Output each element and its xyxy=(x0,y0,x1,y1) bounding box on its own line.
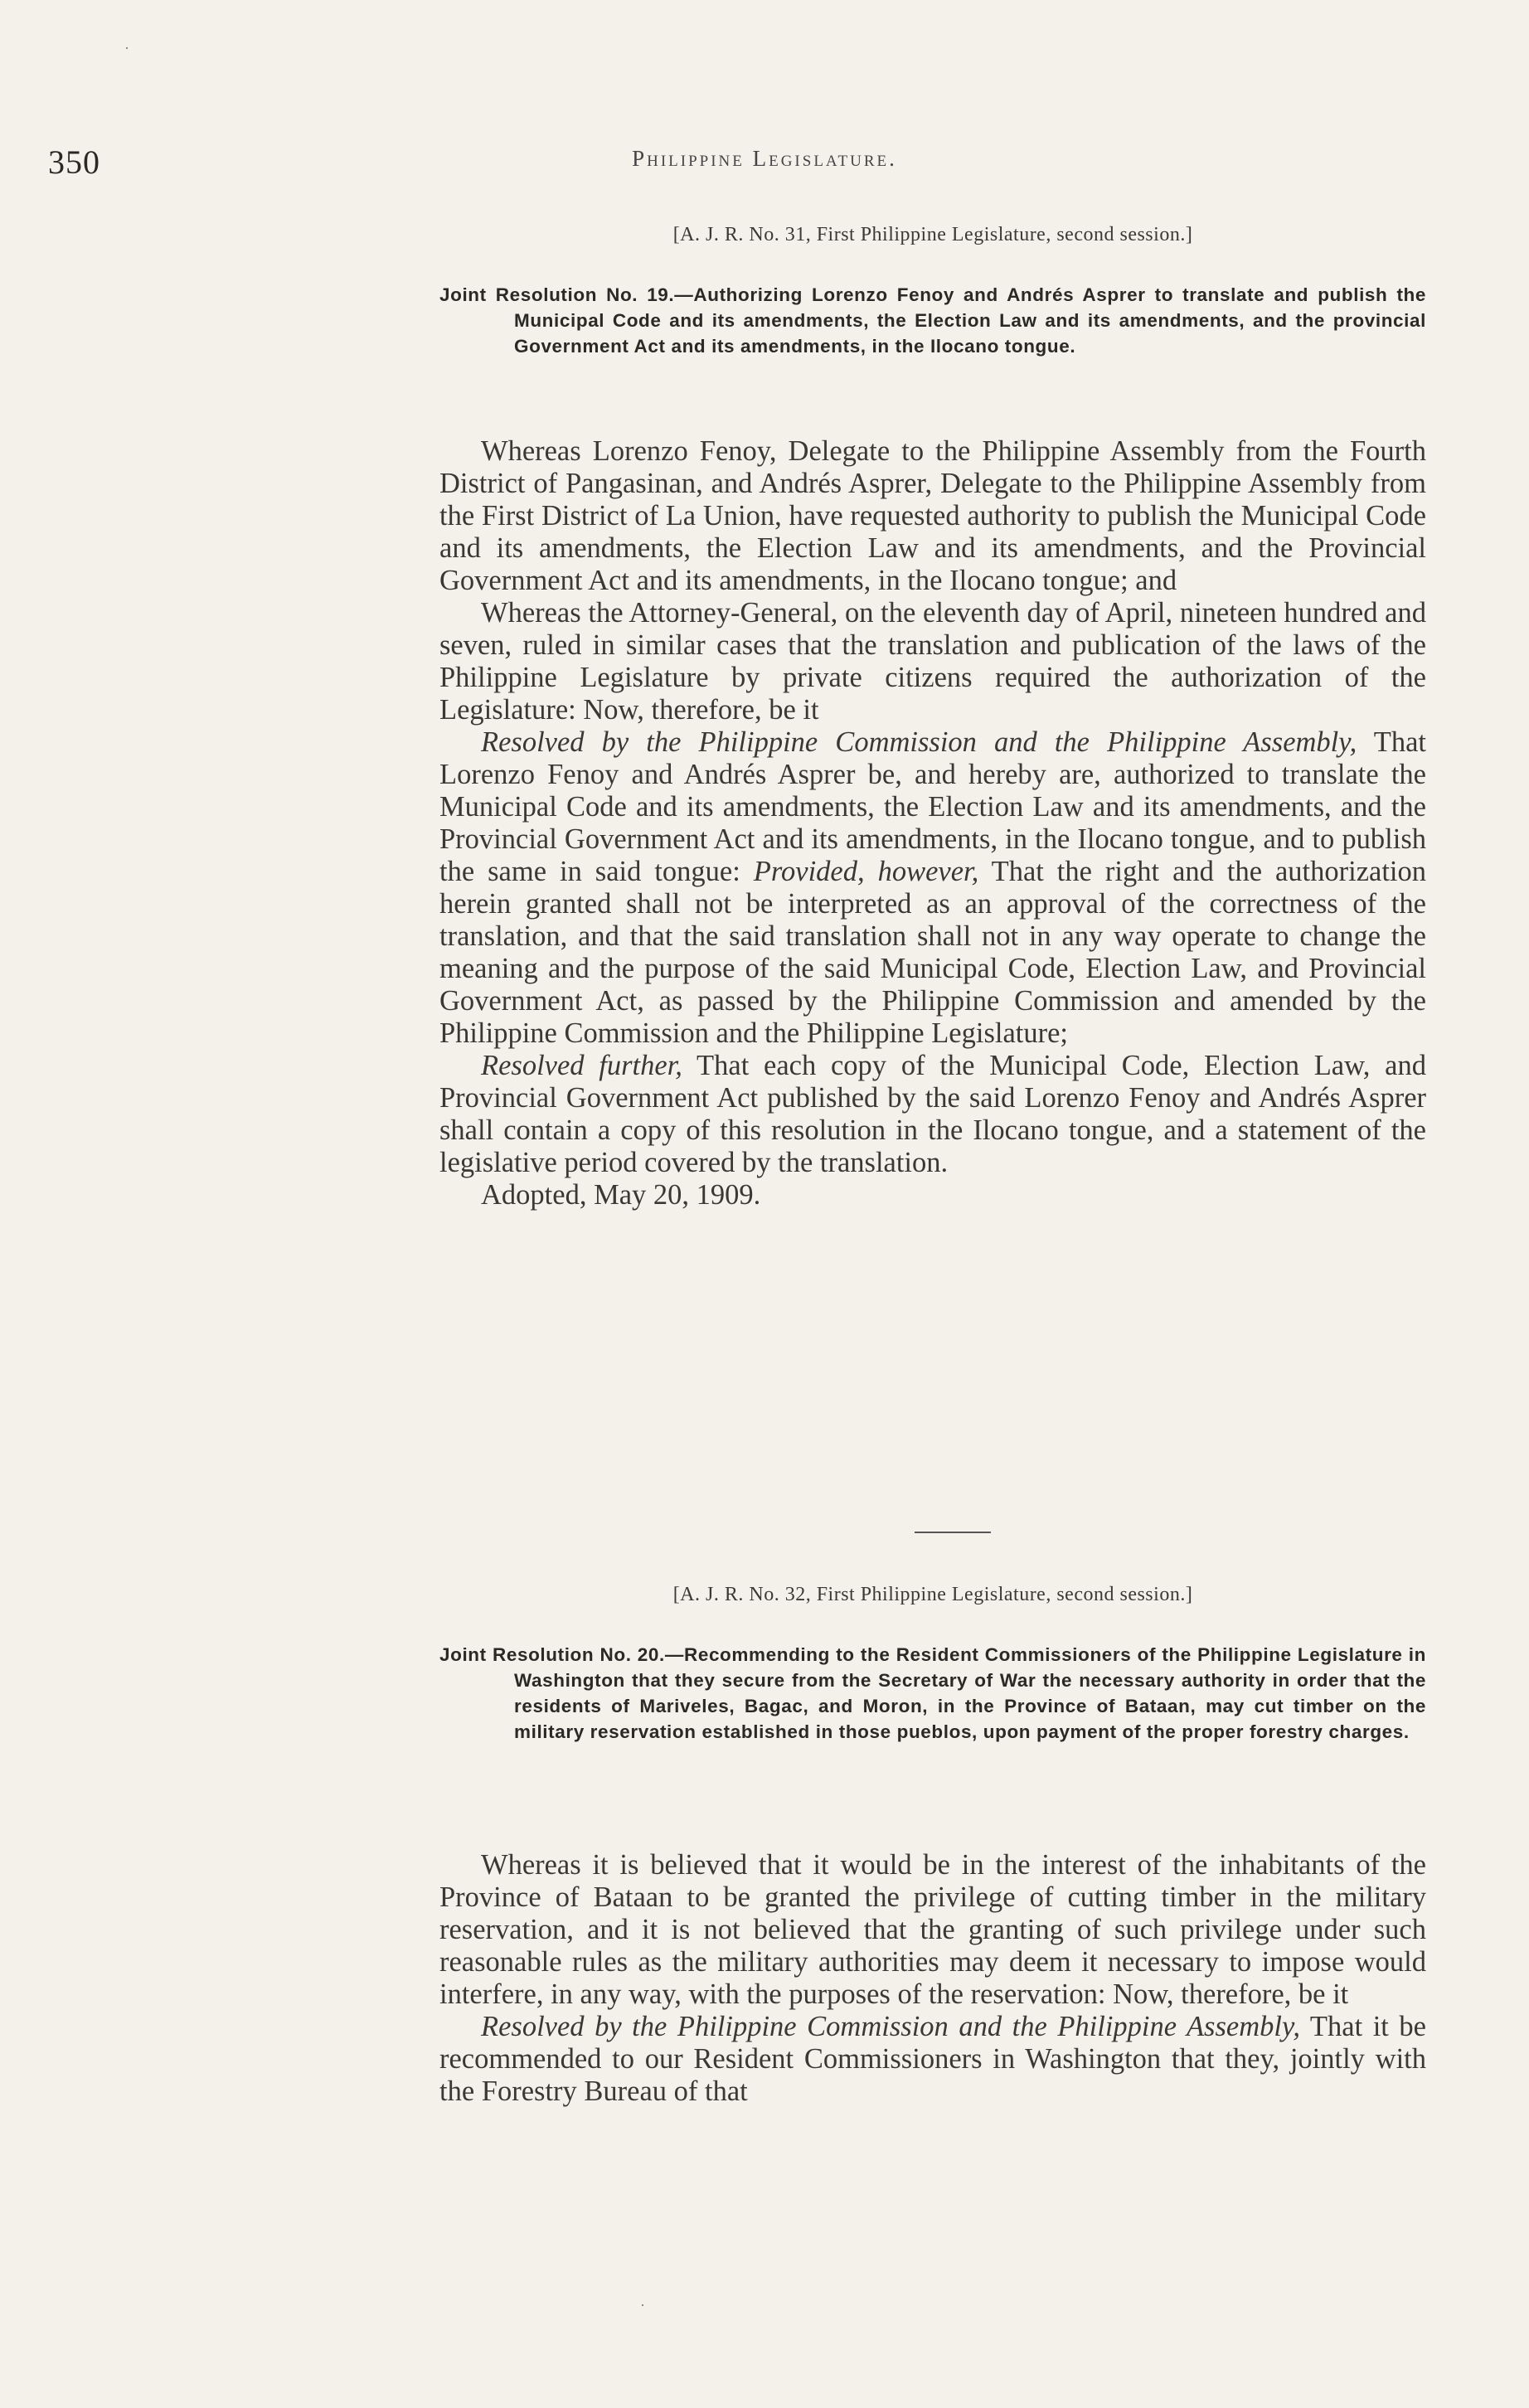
resolution-20-reference: [A. J. R. No. 32, First Philippine Legislature, second session.] xyxy=(672,1584,1193,1605)
resolution-19-paragraph-1: Whereas Lorenzo Fenoy, Delegate to the Philippine Assembly from the Fourth District of Pangasinan, and Andrés Asprer, Delegate to the Philippine Assembly from the First District of La Union, have requested authority to publish the Municipal Code and its amendments, the Election Law and its amendments, and the Provincial Government Act and its amendments, in the Ilocano tongue; and xyxy=(439,435,1426,596)
resolved-text-20: That it be recommended to our Resident Commissioners in Washington that they, jointly with the Forestry Bureau of that xyxy=(439,2011,1426,2107)
adopted-date: Adopted, May 20, 1909. xyxy=(481,1179,761,1211)
resolution-19-paragraph-3 xyxy=(439,726,1426,1050)
resolved-text-b: That the right and the authorization herein granted shall not be interpreted as an approval of the correctness of the translation, and that the said translation shall not in any way operate to change the meaning and the purpose of the said Municipal Code, Election Law, and Provincial Government Act, as passed by the Philippine Commission and amended by the Philippine Commission and the Philippine Legislature; xyxy=(439,856,1426,1049)
resolution-20-body xyxy=(439,1849,1426,2108)
resolution-19-paragraph-2: Whereas the Attorney-General, on the eleventh day of April, nineteen hundred and seven, ruled in similar cases that the translation and publication of the laws of the Philippine Legislature by private citizens required the authorization of the Legislature: Now, therefore, be it xyxy=(439,597,1426,726)
resolution-19-reference: [A. J. R. No. 31, First Philippine Legislature, second session.] xyxy=(672,224,1193,245)
section-divider xyxy=(915,1532,991,1533)
resolution-19-heading-block xyxy=(439,282,1426,359)
resolved-text-a: That Lorenzo Fenoy and Andrés Asprer be, and hereby are, authorized to translate the Municipal Code and its amendments, the Election Law and its amendments, and the Provincial Government Act and its amendments, in the Ilocano tongue, and to publish the same in said tongue: xyxy=(439,726,1426,887)
resolution-19-paragraph-4 xyxy=(439,1050,1426,1179)
resolution-20 xyxy=(439,1584,1426,1606)
resolved-further-text: That each copy of the Municipal Code, Election Law, and Provincial Government Act published by the said Lorenzo Fenoy and Andrés Asprer shall contain a copy of this resolution in the Ilocano tongue, and a statement of the legislative period covered by the translation. xyxy=(439,1050,1426,1178)
running-title: Philippine Legislature. xyxy=(632,146,897,171)
resolution-20-heading: Joint Resolution No. 20.—Recommending to the Resident Commissioners of the Philippine Legislature in Washington that they secure from the Secretary of War the necessary authority in order that the residents of Mariveles, Bagac, and Moron, in the Province of Bataan, may cut timber on the military reservation established in those pueblos, upon payment of the proper forestry charges. xyxy=(439,1644,1426,1742)
resolution-20-paragraph-2 xyxy=(439,2011,1426,2108)
resolution-20-heading-block xyxy=(439,1642,1426,1745)
proviso-clause: Provided, however, xyxy=(753,856,979,887)
resolution-19 xyxy=(439,224,1426,246)
resolved-clause-20: Resolved by the Philippine Commission and the Philippine Assembly, xyxy=(481,2011,1300,2042)
resolution-20-paragraph-1: Whereas it is believed that it would be in the interest of the inhabitants of the Province of Bataan to be granted the privilege of cutting timber in the military reservation, and it is not believed that the granting of such privilege under such reasonable rules as the military authorities may deem it necessary to impose would interfere, in any way, with the purposes of the reservation: Now, therefore, be it xyxy=(439,1849,1426,2010)
resolution-19-body xyxy=(439,435,1426,1211)
resolved-clause: Resolved by the Philippine Commission and the Philippine Assembly, xyxy=(481,726,1357,758)
scan-speck: · xyxy=(640,2297,645,2313)
resolution-19-heading: Joint Resolution No. 19.—Authorizing Lorenzo Fenoy and Andrés Asprer to translate and publish the Municipal Code and its amendments, the Election Law and its amendments, and the provincial Government Act and its amendments, in the Ilocano tongue. xyxy=(439,284,1426,357)
page-number: 350 xyxy=(48,143,100,181)
scan-speck: · xyxy=(124,40,129,56)
resolved-further-clause: Resolved further, xyxy=(481,1050,682,1081)
